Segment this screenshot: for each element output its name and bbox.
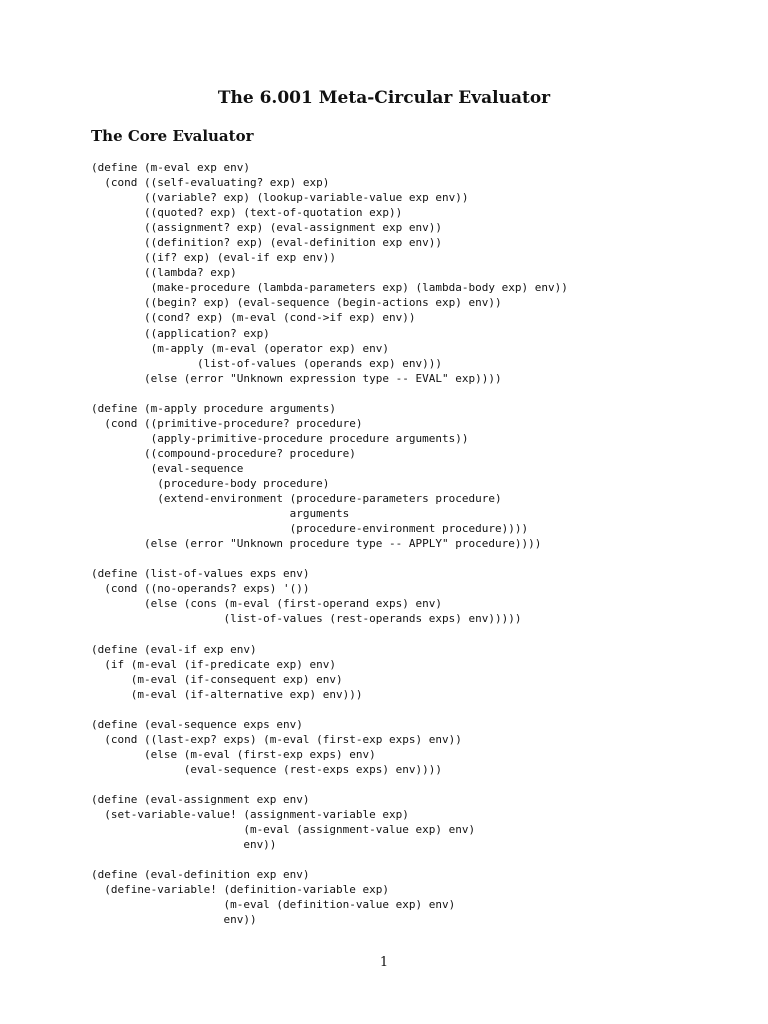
page-number: 1: [379, 955, 389, 970]
code-listing: (define (m-eval exp env) (cond ((self-evaluating? exp) exp) ((variable? exp) (lookup-variable-value exp env)) ((quoted? exp) (text-of-quotation exp)) ((assignment? exp) (eval-assignment exp env)) ((definition? exp) (eval-definition exp env)) ((if? exp) (eval-if exp env)) ((lambda? exp) (make-procedure (lambda-parameters exp) (lambda-body exp) env)) ((begin? exp) (eval-sequence (begin-actions exp) env)) ((cond? exp) (m-eval (cond->if exp) env)) ((application? exp) (m-apply (m-eval (operator exp) env) (list-of-values (operands exp) env))) (else (error "Unknown expression type -- EVAL" exp)))) (define (m-apply procedure arguments) (cond ((primitive-procedure? procedure) (apply-primitive-procedure procedure arguments)) ((compound-procedure? procedure) (eval-sequence (procedure-body procedure) (extend-environment (procedure-parameters procedure) arguments (procedure-environment procedure)))) (else (error "Unknown procedure type -- APPLY" procedure)))) (define (list-of-values exps env) (cond ((no-operands? exps) '()) (else (cons (m-eval (first-operand exps) env) (list-of-values (rest-operands exps) env))))) (define (eval-if exp env) (if (m-eval (if-predicate exp) env) (m-eval (if-consequent exp) env) (m-eval (if-alternative exp) env))) (define (eval-sequence exps env) (cond ((last-exp? exps) (m-eval (first-exp exps) env)) (else (m-eval (first-exp exps) env) (eval-sequence (rest-exps exps) env)))) (define (eval-assignment exp env) (set-variable-value! (assignment-variable exp) (m-eval (assignment-value exp) env) env)) (define (eval-definition exp env) (define-variable! (definition-variable exp) (m-eval (definition-value exp) env) env)): [91, 161, 568, 927]
document-title: The 6.001 Meta-Circular Evaluator: [217, 88, 551, 108]
section-heading: The Core Evaluator: [91, 127, 254, 145]
